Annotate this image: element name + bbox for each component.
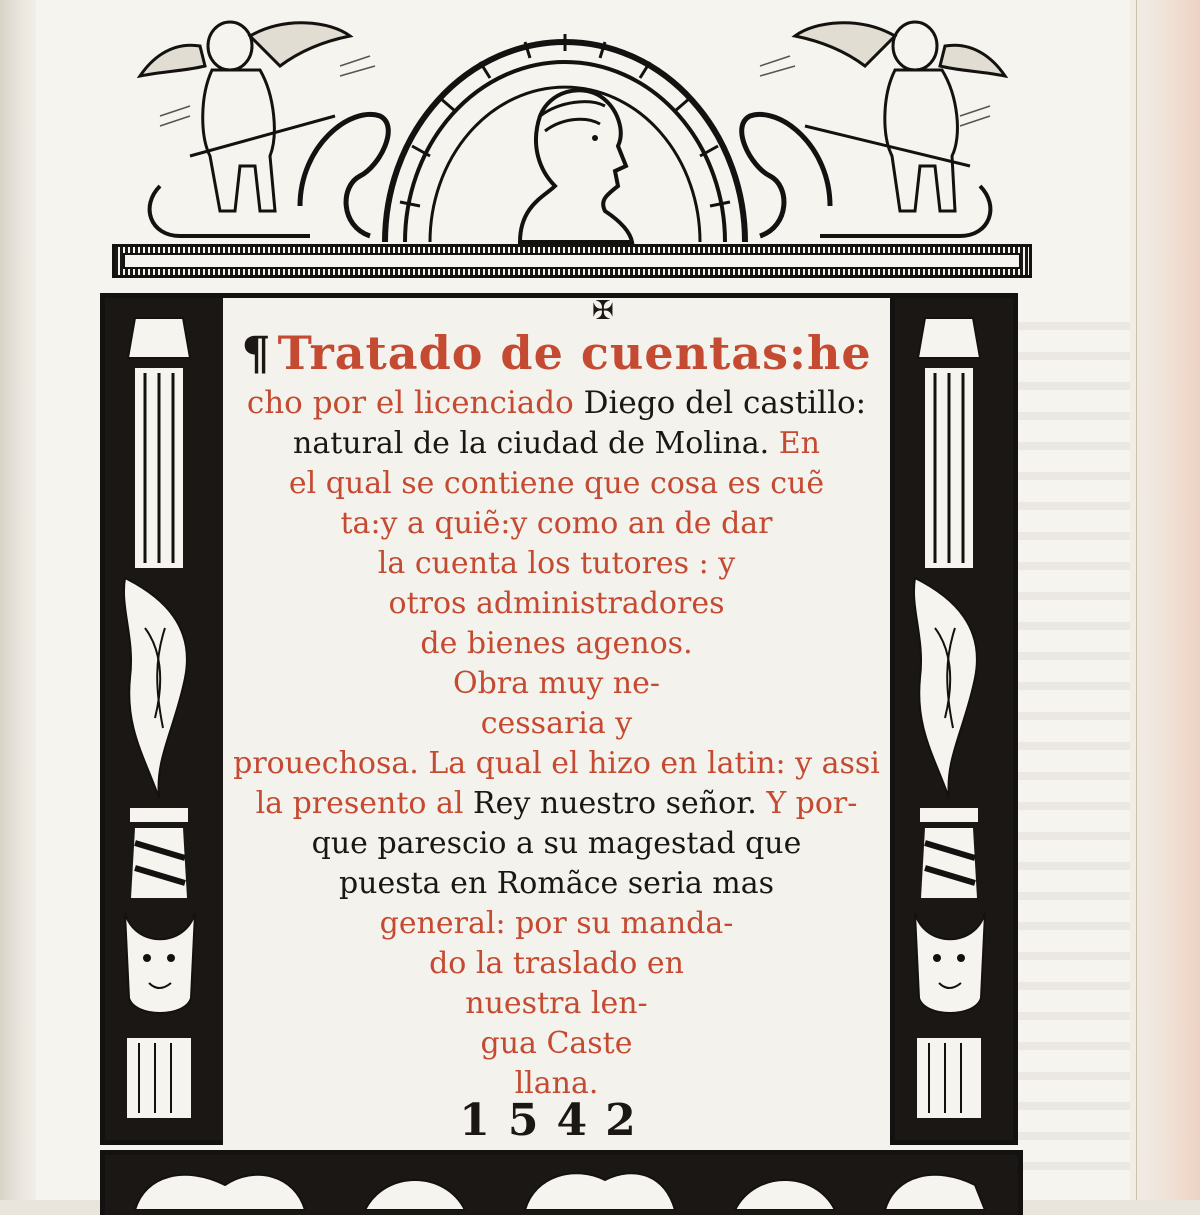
woodcut-headpiece	[100, 6, 1032, 276]
column-ornament-right	[895, 298, 1003, 1130]
title-segment: nuestra len-	[465, 986, 648, 1021]
title-line-4	[223, 466, 890, 501]
title-segment: la presento al	[255, 786, 474, 821]
title-segment: Tratado de cuentas:he	[277, 326, 872, 380]
king-reference: Rey nuestro señor.	[473, 786, 757, 821]
title-segment: que parescio a su magestad que	[311, 826, 802, 861]
title-line-8	[223, 626, 890, 661]
page-stack-edge	[1130, 0, 1200, 1200]
title-segment: llana.	[514, 1066, 599, 1101]
pilcrow-icon: ¶	[241, 326, 272, 380]
title-line-5	[223, 506, 890, 541]
title-segment: Y por-	[756, 786, 858, 821]
title-segment: prouechosa. La qual el hizo en latin: y assi	[233, 746, 880, 781]
title-segment: otros administradores	[388, 586, 725, 621]
title-line-9	[223, 666, 890, 701]
title-segment: de bienes agenos.	[420, 626, 693, 661]
title-segment: gua Caste	[480, 1026, 633, 1061]
right-column-border	[890, 293, 1018, 1145]
title-segment: do la traslado en	[429, 946, 684, 981]
bottom-ornament	[105, 1155, 1008, 1210]
column-ornament-left	[105, 298, 213, 1130]
title-line-2	[223, 385, 890, 421]
title-line-3	[223, 426, 890, 461]
title-line-13	[223, 826, 890, 861]
title-line-15	[223, 906, 890, 941]
title-line-11	[223, 746, 890, 781]
title-segment: puesta en Romãce seria mas	[338, 866, 775, 901]
title-line-14	[223, 866, 890, 901]
title-line-1	[223, 326, 890, 380]
title-segment: Obra muy ne-	[452, 666, 661, 701]
adjacent-page-edge	[0, 0, 37, 1200]
cross-ornament-icon: ✠	[592, 296, 614, 326]
title-line-10	[223, 706, 890, 741]
title-segment: natural de la ciudad de Molina.	[293, 426, 779, 461]
headpiece-illustration	[100, 6, 1032, 276]
title-line-17	[223, 986, 890, 1021]
left-column-border	[100, 293, 228, 1145]
title-segment: cho por el licenciado	[246, 385, 584, 421]
headpiece-base-molding	[112, 244, 1032, 278]
title-text	[223, 320, 890, 1099]
title-segment: En	[778, 426, 820, 461]
title-segment: la cuenta los tutores : y	[377, 546, 736, 581]
publication-year: 1542	[459, 1095, 654, 1146]
title-segment: general: por su manda-	[379, 906, 734, 941]
title-line-18	[223, 1026, 890, 1061]
title-line-7	[223, 586, 890, 621]
title-segment: el qual se contiene que cosa es cuẽ	[288, 466, 825, 501]
bottom-ornament-border	[100, 1150, 1023, 1215]
title-line-12	[223, 786, 890, 821]
title-segment: cessaria y	[480, 706, 633, 741]
author-name: Diego del castillo:	[583, 385, 867, 421]
title-segment: ta:y a quiẽ:y como an de dar	[340, 506, 773, 541]
title-line-16	[223, 946, 890, 981]
title-line-6	[223, 546, 890, 581]
